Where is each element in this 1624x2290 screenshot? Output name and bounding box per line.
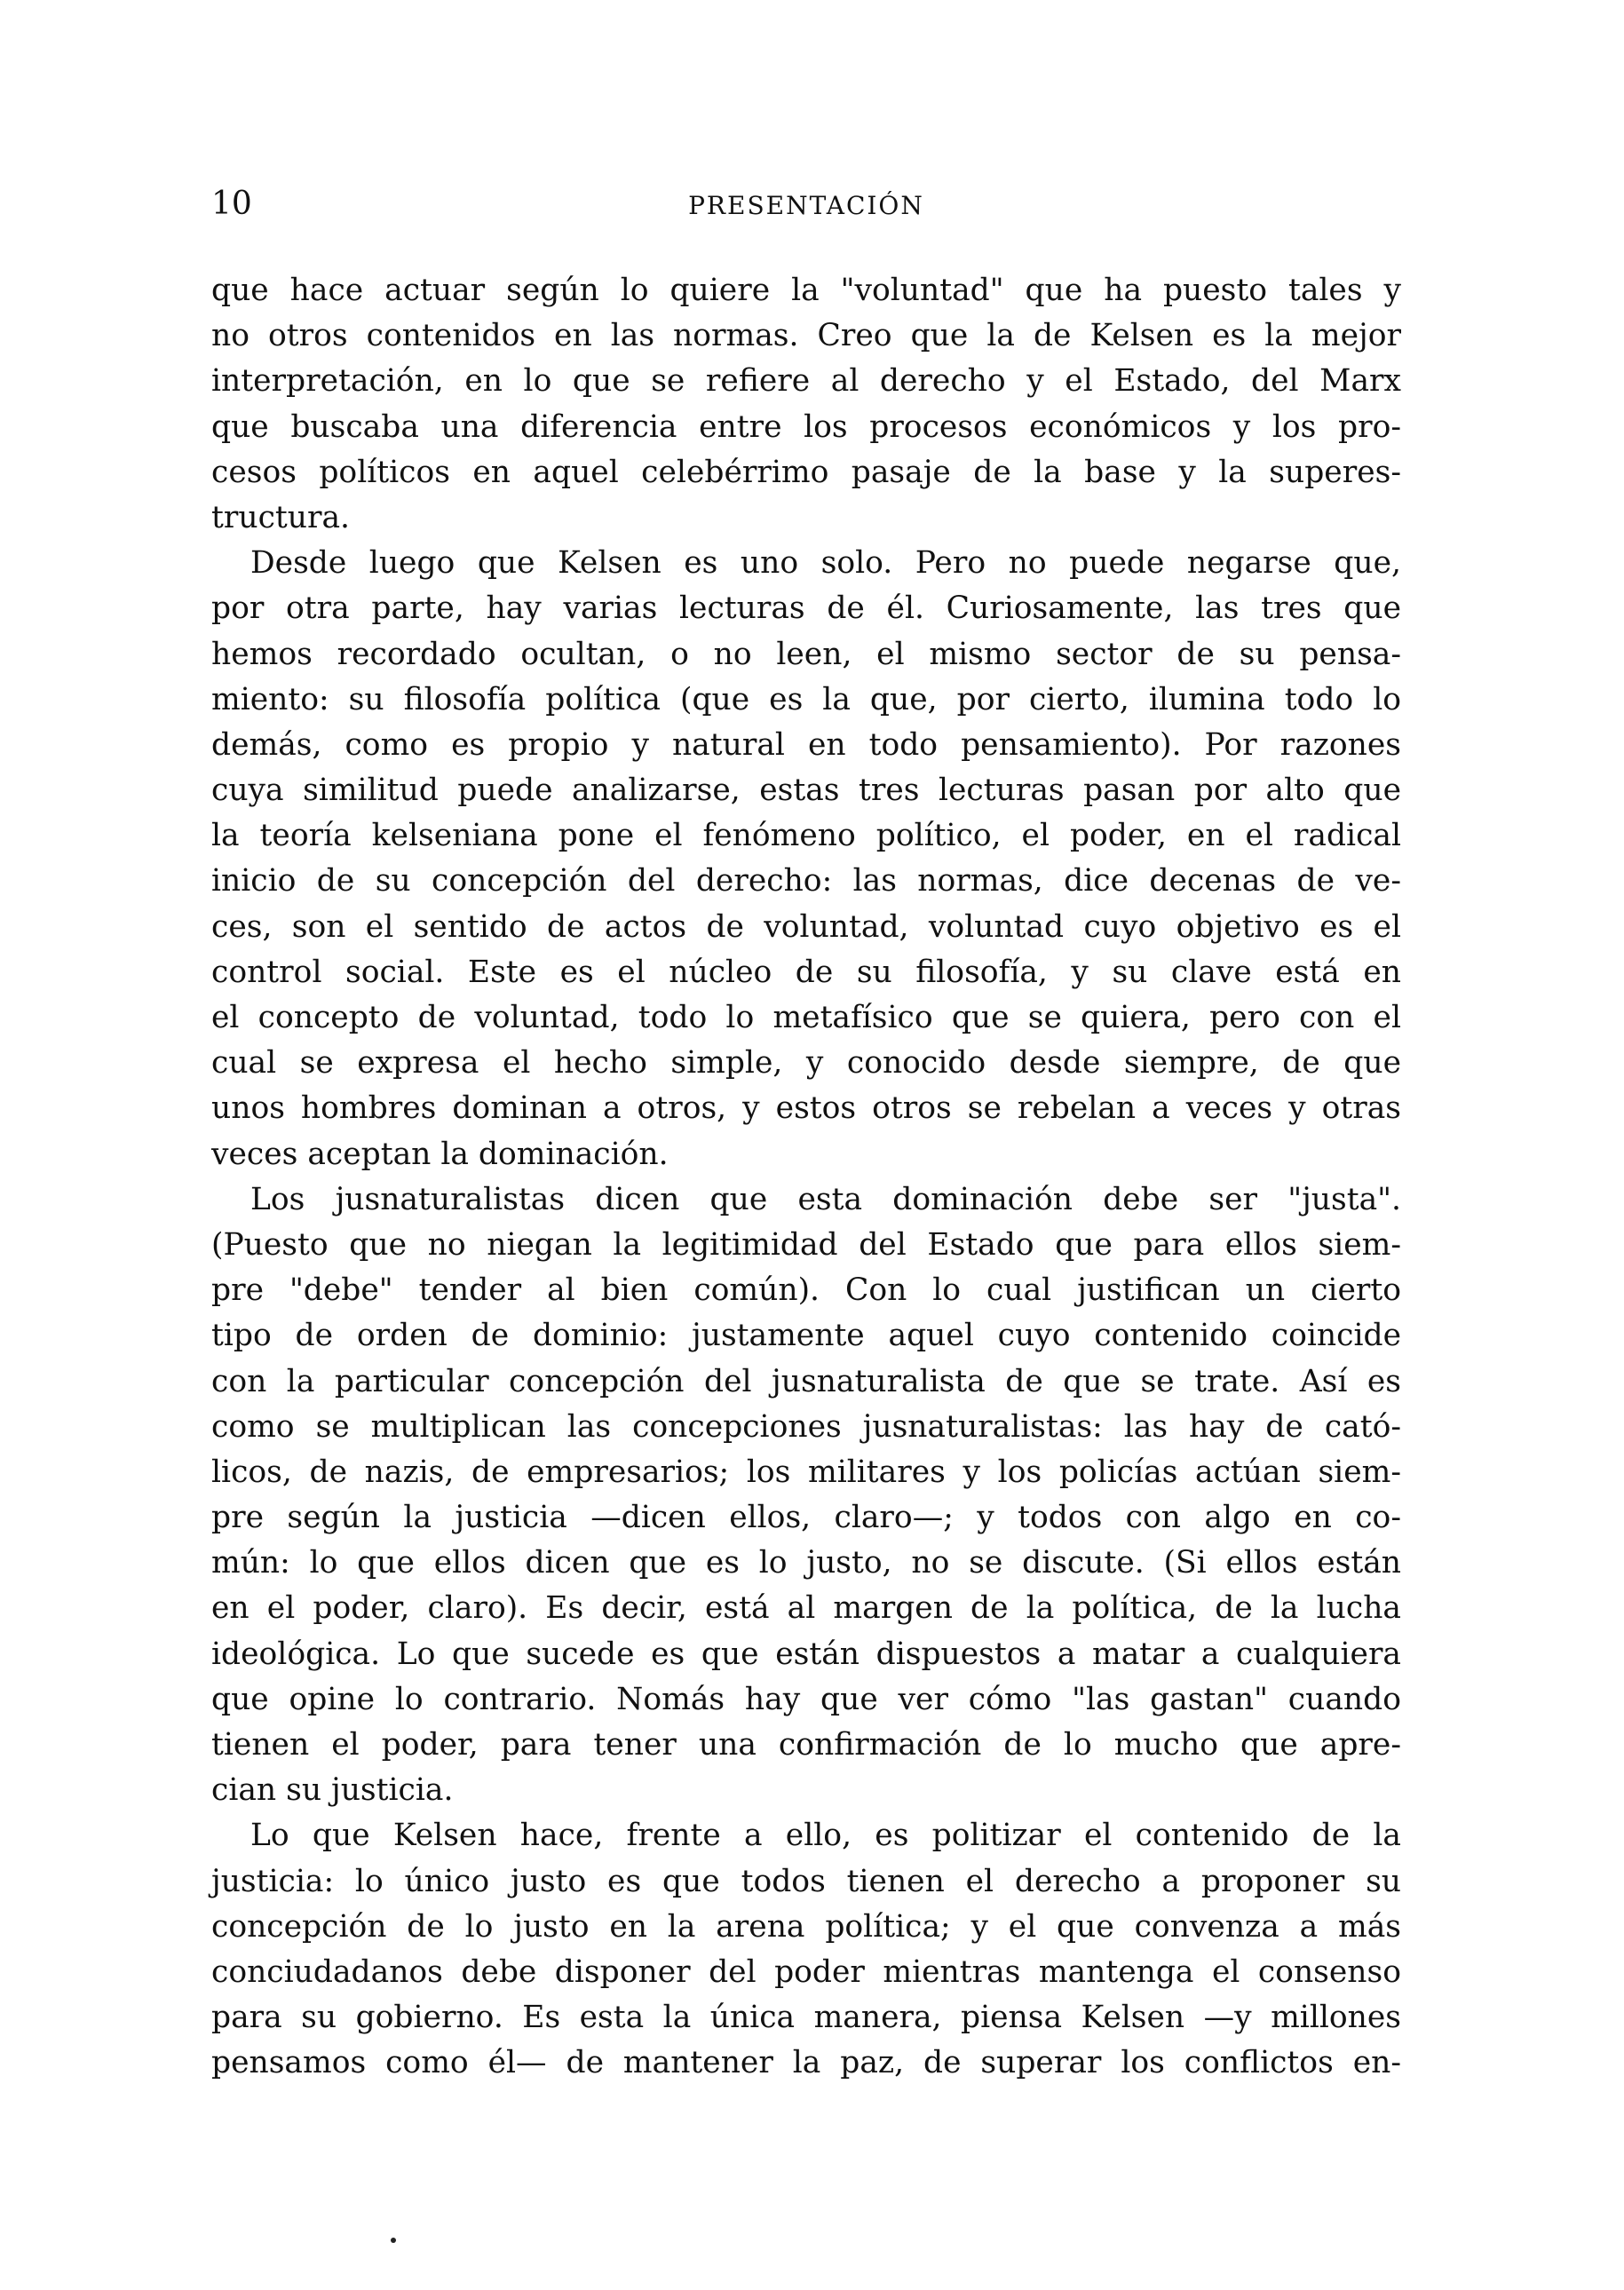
text-line: miento: su filosofía política (que es la que, por cierto, ilumina todo lo bbox=[211, 681, 1401, 717]
text-line: cian su justicia. bbox=[211, 1772, 454, 1809]
body-text bbox=[211, 268, 1401, 2087]
text-line: Desde luego que Kelsen es uno solo. Pero no puede negarse que, bbox=[250, 545, 1401, 582]
text-line: tipo de orden de dominio: justamente aquel cuyo contenido coincide bbox=[211, 1318, 1401, 1354]
text-line: control social. Este es el núcleo de su filosofía, y su clave está en bbox=[211, 954, 1401, 990]
text-line: cesos políticos en aquel celebérrimo pasaje de la base y la superes- bbox=[211, 454, 1401, 490]
paragraph bbox=[211, 541, 1401, 1177]
text-line: (Puesto que no niegan la legitimidad del Estado que para ellos siem- bbox=[211, 1226, 1401, 1263]
text-line: en el poder, claro). Es decir, está al margen de la política, de la lucha bbox=[211, 1590, 1401, 1627]
text-line: cual se expresa el hecho simple, y conocido desde siempre, de que bbox=[211, 1045, 1401, 1082]
paragraph bbox=[211, 268, 1401, 541]
page-header bbox=[211, 182, 1401, 226]
text-line: unos hombres dominan a otros, y estos otros se rebelan a veces y otras bbox=[211, 1090, 1401, 1127]
paragraph bbox=[211, 1813, 1401, 2086]
text-line: la teoría kelseniana pone el fenómeno político, el poder, en el radical bbox=[211, 818, 1401, 854]
text-line: pre según la justicia —dicen ellos, claro—; y todos con algo en co- bbox=[211, 1500, 1401, 1536]
running-head: PRESENTACIÓN bbox=[688, 191, 924, 220]
text-line: justicia: lo único justo es que todos tienen el derecho a proponer su bbox=[211, 1863, 1401, 1899]
text-line: con la particular concepción del jusnaturalista de que se trate. Así es bbox=[211, 1363, 1401, 1399]
text-line: el concepto de voluntad, todo lo metafísico que se quiera, pero con el bbox=[211, 1000, 1401, 1035]
text-line: demás, como es propio y natural en todo pensamiento). Por razones bbox=[211, 726, 1401, 763]
text-line: mún: lo que ellos dicen que es lo justo, no se discute. (Si ellos están bbox=[211, 1545, 1401, 1581]
text-line: pensamos como él— de mantener la paz, de superar los conflictos en- bbox=[211, 2045, 1401, 2081]
paragraph bbox=[211, 1177, 1401, 1814]
text-line: que hace actuar según lo quiere la "voluntad" que ha puesto tales y bbox=[211, 273, 1401, 308]
text-line: Los jusnaturalistas dicen que esta dominación debe ser "justa". bbox=[250, 1181, 1401, 1217]
text-line: Lo que Kelsen hace, frente a ello, es politizar el contenido de la bbox=[250, 1818, 1401, 1854]
text-line: por otra parte, hay varias lecturas de él. Curiosamente, las tres que bbox=[211, 590, 1401, 627]
text-line: conciudadanos debe disponer del poder mientras mantenga el consenso bbox=[211, 1953, 1401, 1990]
page-number: 10 bbox=[211, 186, 252, 222]
text-line: inicio de su concepción del derecho: las normas, dice decenas de ve- bbox=[211, 863, 1401, 899]
text-line: ces, son el sentido de actos de voluntad, voluntad cuyo objetivo es el bbox=[211, 908, 1401, 945]
text-line: concepción de lo justo en la arena política; y el que convenza a más bbox=[211, 1908, 1401, 1945]
text-line: que opine lo contrario. Nomás hay que ver cómo "las gastan" cuando bbox=[211, 1681, 1401, 1717]
scan-speck bbox=[391, 2238, 396, 2243]
text-line: cuya similitud puede analizarse, estas tres lecturas pasan por alto que bbox=[211, 773, 1401, 809]
text-line: interpretación, en lo que se refiere al derecho y el Estado, del Marx bbox=[211, 363, 1401, 400]
text-line: que buscaba una diferencia entre los procesos económicos y los pro- bbox=[211, 408, 1401, 445]
text-line: como se multiplican las concepciones jusnaturalistas: las hay de cató- bbox=[211, 1408, 1401, 1445]
text-line: tructura. bbox=[211, 499, 351, 535]
text-line: para su gobierno. Es esta la única manera, piensa Kelsen —y millones bbox=[211, 2000, 1401, 2036]
text-line: veces aceptan la dominación. bbox=[211, 1136, 669, 1172]
text-line: no otros contenidos en las normas. Creo que la de Kelsen es la mejor bbox=[211, 318, 1401, 354]
text-line: pre "debe" tender al bien común). Con lo cual justifican un cierto bbox=[211, 1272, 1401, 1309]
text-line: ideológica. Lo que sucede es que están dispuestos a matar a cualquiera bbox=[211, 1636, 1401, 1672]
text-line: tienen el poder, para tener una confirmación de lo mucho que apre- bbox=[211, 1727, 1401, 1763]
text-line: licos, de nazis, de empresarios; los militares y los policías actúan siem- bbox=[211, 1454, 1401, 1490]
text-line: hemos recordado ocultan, o no leen, el mismo sector de su pensa- bbox=[211, 636, 1401, 672]
